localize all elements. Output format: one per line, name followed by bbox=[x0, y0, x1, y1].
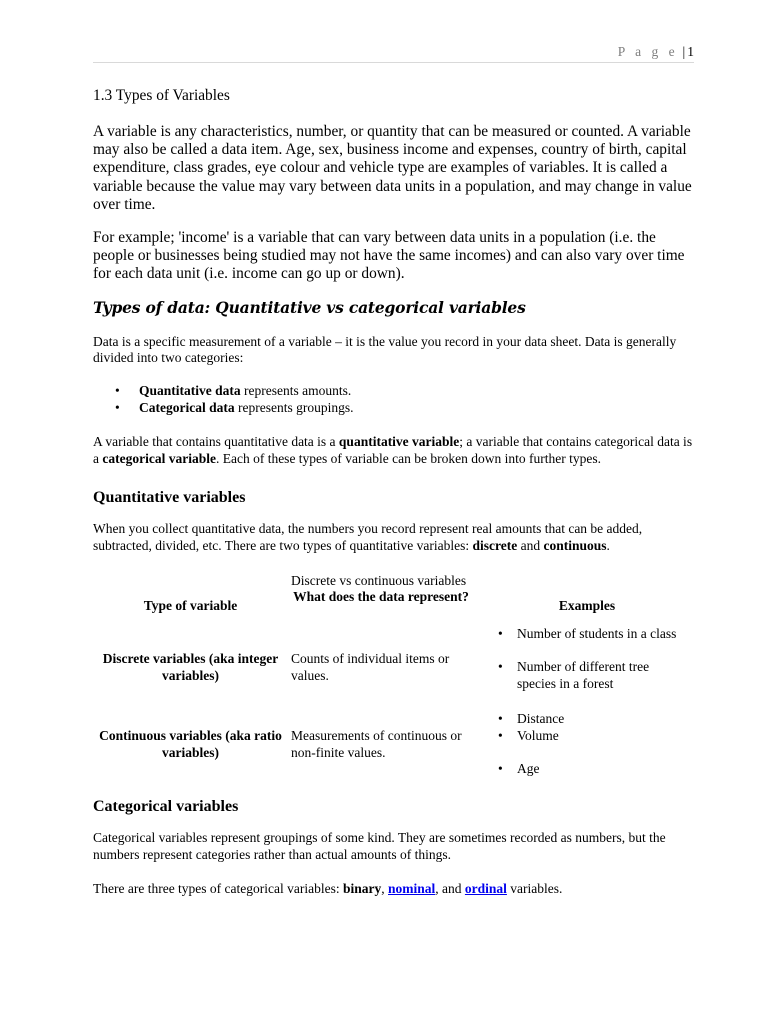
table-row-continuous-represents: Measurements of continuous or non-finite values. bbox=[291, 728, 462, 760]
quantitative-paragraph bbox=[93, 521, 696, 555]
categorical-heading: Categorical variables bbox=[93, 798, 239, 815]
page-number: 1 bbox=[687, 44, 694, 59]
bold-term: binary bbox=[343, 880, 382, 896]
text-run: . Each of these types of variable can be broken down into further types. bbox=[215, 450, 601, 466]
intro-paragraph-1: A variable is any characteristics, number, or quantity that can be measured or counted. A variable may also be called a data item. Age, sex, business income and expenses, country of birth, capital expenditure, class grades, eye colour and vehicle type are examples of variables. It is called a variable because the value may vary between data units in a population, and may change in value over time. bbox=[93, 123, 692, 213]
ordinal-link[interactable]: ordinal bbox=[464, 880, 507, 896]
bold-term: quantitative variable bbox=[338, 433, 460, 449]
data-definition-paragraph: Data is a specific measurement of a variable – it is the value you record in your data sheet. Data is generally divided into two categories: bbox=[93, 333, 677, 366]
list-item-term: Categorical data bbox=[139, 400, 235, 416]
list-item bbox=[93, 400, 696, 417]
nominal-link[interactable]: nominal bbox=[388, 880, 436, 896]
categorical-paragraph-2 bbox=[93, 881, 696, 898]
example-item: • Number of students in a class bbox=[493, 626, 688, 643]
text-run: , bbox=[381, 880, 389, 896]
list-item-text: represents amounts. bbox=[240, 383, 352, 399]
text-run: When you collect quantitative data, the numbers you record represent real amounts that can be added, subtracted, divided, etc. There are two types of quantitative variables: bbox=[93, 521, 643, 554]
quantitative-heading: Quantitative variables bbox=[93, 489, 246, 507]
list-item bbox=[93, 383, 696, 400]
bold-term: categorical variable bbox=[102, 450, 216, 466]
text-run: and bbox=[517, 538, 544, 554]
data-categories-list bbox=[93, 383, 696, 417]
list-item-term: Quantitative data bbox=[139, 383, 241, 399]
table-row-continuous-examples bbox=[493, 711, 688, 777]
table-caption: Discrete vs continuous variables bbox=[291, 573, 467, 588]
document-body bbox=[93, 87, 696, 897]
bold-term: continuous bbox=[543, 538, 607, 554]
example-item: • Number of different tree species in a forest bbox=[493, 659, 688, 693]
list-item-text: represents groupings. bbox=[234, 400, 354, 416]
page-header bbox=[93, 44, 694, 63]
table-row-discrete-type: Discrete variables (aka integer variables) bbox=[102, 651, 279, 683]
text-run: A variable that contains quantitative data is a bbox=[93, 433, 339, 449]
bold-term: discrete bbox=[472, 538, 518, 554]
table-header-type: Type of variable bbox=[143, 598, 238, 613]
example-item: • Volume bbox=[493, 728, 688, 745]
text-run: , and bbox=[435, 880, 465, 896]
variables-table bbox=[93, 589, 696, 794]
example-item: • Age bbox=[493, 761, 688, 778]
section-title: 1.3 Types of Variables bbox=[93, 87, 230, 104]
example-item: • Distance bbox=[493, 711, 688, 728]
table-row-continuous-type: Continuous variables (aka ratio variables) bbox=[99, 728, 282, 760]
text-run: ; a variable that contains categorical data is a bbox=[93, 433, 693, 466]
text-run: variables. bbox=[506, 880, 563, 896]
table-row-discrete-represents: Counts of individual items or values. bbox=[291, 651, 450, 683]
page-label: P a g e bbox=[617, 44, 679, 59]
table-header-represents: What does the data represent? bbox=[293, 589, 469, 604]
categorical-paragraph-1: Categorical variables represent groupings of some kind. They are sometimes recorded as numbers, but the numbers represent categories rather than actual amounts of things. bbox=[93, 830, 666, 862]
text-run: . bbox=[606, 538, 610, 554]
page-separator: | bbox=[682, 44, 686, 59]
intro-paragraph-2: For example; 'income' is a variable that can vary between data units in a population (i.e. the people or businesses being studied may not have the same incomes) and can also vary over time for each data unit (i.e. income can go up or down). bbox=[93, 229, 685, 283]
variable-types-paragraph bbox=[93, 434, 696, 468]
types-of-data-heading: Types of data: Quantitative vs categorical variables bbox=[93, 297, 526, 317]
table-row-discrete-examples bbox=[493, 626, 688, 692]
text-run: There are three types of categorical variables: bbox=[93, 880, 343, 896]
table-header-examples: Examples bbox=[558, 598, 616, 613]
